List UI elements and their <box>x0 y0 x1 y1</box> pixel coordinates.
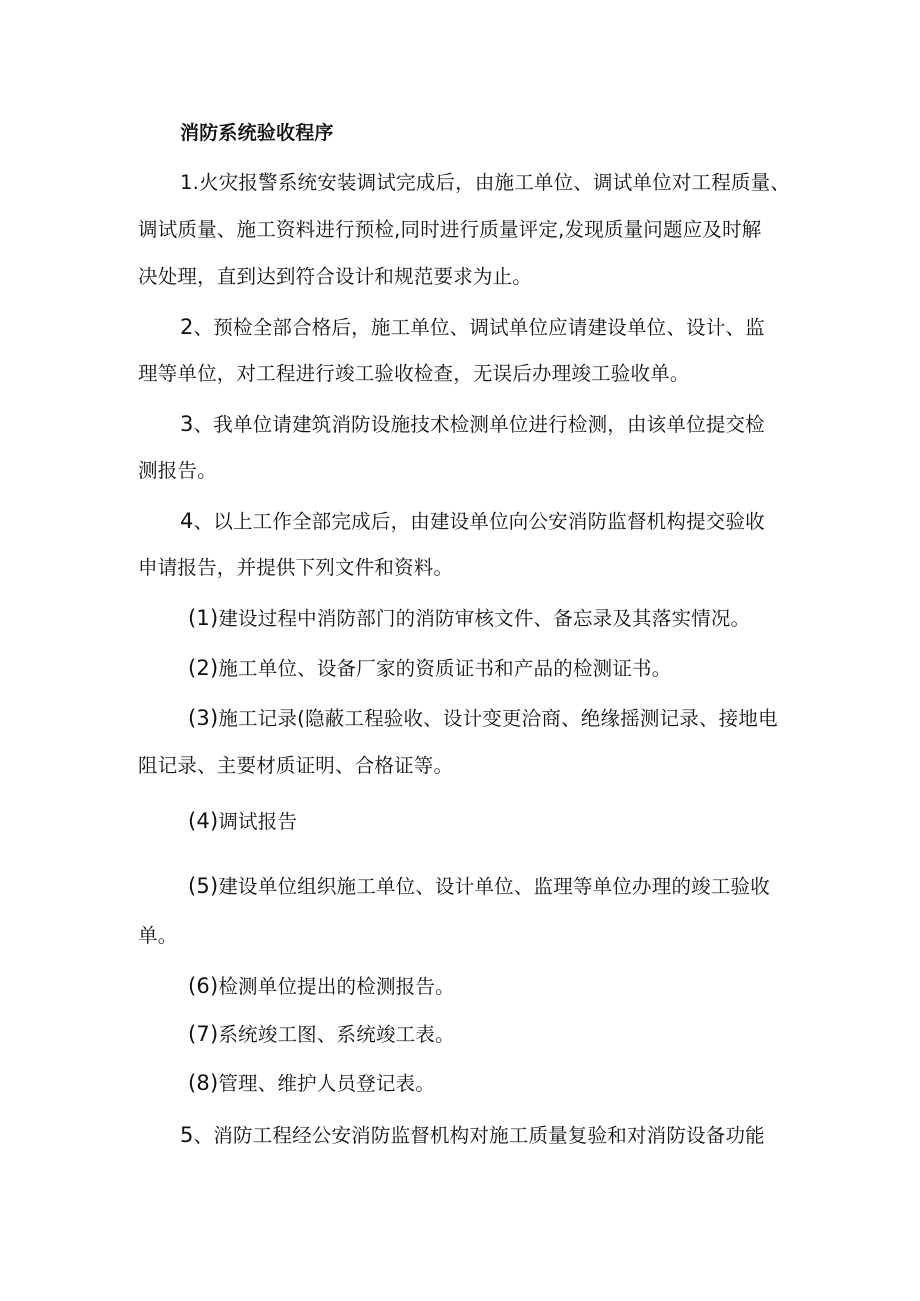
list-item-6-number: (6) <box>188 974 219 998</box>
paragraph-3-number: 3 <box>180 412 194 436</box>
document-title: 消防系统验收程序 <box>180 122 334 144</box>
paragraph-3-text-1: 、我单位请建筑消防设施技术检测单位进行检测，由该单位提交检 <box>193 413 765 436</box>
paragraph-5-number: 5 <box>180 1123 194 1147</box>
paragraph-2-number: 2 <box>180 315 194 339</box>
paragraph-3-line-1 <box>180 410 765 439</box>
list-item-1-number: (1) <box>188 606 219 630</box>
list-item-6-text: 检测单位提出的检测报告。 <box>218 975 455 998</box>
list-item-2-text: 施工单位、设备厂家的资质证书和产品的检测证书。 <box>218 657 672 680</box>
list-item-7-text: 系统竣工图、系统竣工表。 <box>218 1023 455 1046</box>
paragraph-1-line-3: 决处理，直到达到符合设计和规范要求为止。 <box>138 265 533 288</box>
paragraph-1-line-1 <box>180 169 790 197</box>
paragraph-4-line-1 <box>180 507 765 536</box>
paragraph-1-text-1: 火灾报警系统安装调试完成后，由施工单位、调试单位对工程质量、 <box>199 171 791 194</box>
list-item-4 <box>188 807 297 836</box>
list-item-7 <box>188 1020 455 1049</box>
list-item-3-text-1: 施工记录(隐蔽工程验收、设计变更洽商、绝缘摇测记录、接地电 <box>218 707 778 730</box>
paragraph-2-text-1: 、预检全部合格后，施工单位、调试单位应请建设单位、设计、监 <box>193 316 765 339</box>
paragraph-4-text-1: 、以上工作全部完成后，由建设单位向公安消防监督机构提交验收 <box>193 510 765 533</box>
paragraph-4-number: 4 <box>180 509 194 533</box>
list-item-3-number: (3) <box>188 706 219 730</box>
paragraph-3-line-2: 测报告。 <box>138 459 217 482</box>
list-item-2 <box>188 654 671 683</box>
list-item-1-text: 建设过程中消防部门的消防审核文件、备忘录及其落实情况。 <box>218 607 751 630</box>
list-item-5-line-2: 单。 <box>138 924 178 947</box>
list-item-8 <box>188 1069 435 1098</box>
list-item-8-number: (8) <box>188 1071 219 1095</box>
list-item-3-line-2: 阻记录、主要材质证明、合格证等。 <box>138 754 454 777</box>
list-item-5-number: (5) <box>188 874 219 898</box>
paragraph-2-line-2: 理等单位，对工程进行竣工验收检查，无误后办理竣工验收单。 <box>138 362 690 385</box>
list-item-1 <box>188 604 750 633</box>
list-item-6 <box>188 972 455 1001</box>
paragraph-2-line-1 <box>180 313 765 342</box>
paragraph-1-number: 1. <box>180 171 200 194</box>
list-item-8-text: 管理、维护人员登记表。 <box>218 1072 436 1095</box>
list-item-4-text: 调试报告 <box>218 810 298 833</box>
list-item-3 <box>188 704 778 733</box>
list-item-4-number: (4) <box>188 809 219 833</box>
list-item-5-text-1: 建设单位组织施工单位、设计单位、监理等单位办理的竣工验收 <box>218 875 770 898</box>
paragraph-5-text-1: 、消防工程经公安消防监督机构对施工质量复验和对消防设备功能 <box>193 1124 765 1147</box>
paragraph-4-line-2: 申请报告，并提供下列文件和资料。 <box>138 556 454 579</box>
paragraph-5-line-1 <box>180 1121 765 1150</box>
list-item-5 <box>188 872 770 901</box>
list-item-7-number: (7) <box>188 1022 219 1046</box>
list-item-2-number: (2) <box>188 656 219 680</box>
paragraph-1-line-2: 调试质量、施工资料进行预检,同时进行质量评定,发现质量问题应及时解 <box>138 218 762 241</box>
